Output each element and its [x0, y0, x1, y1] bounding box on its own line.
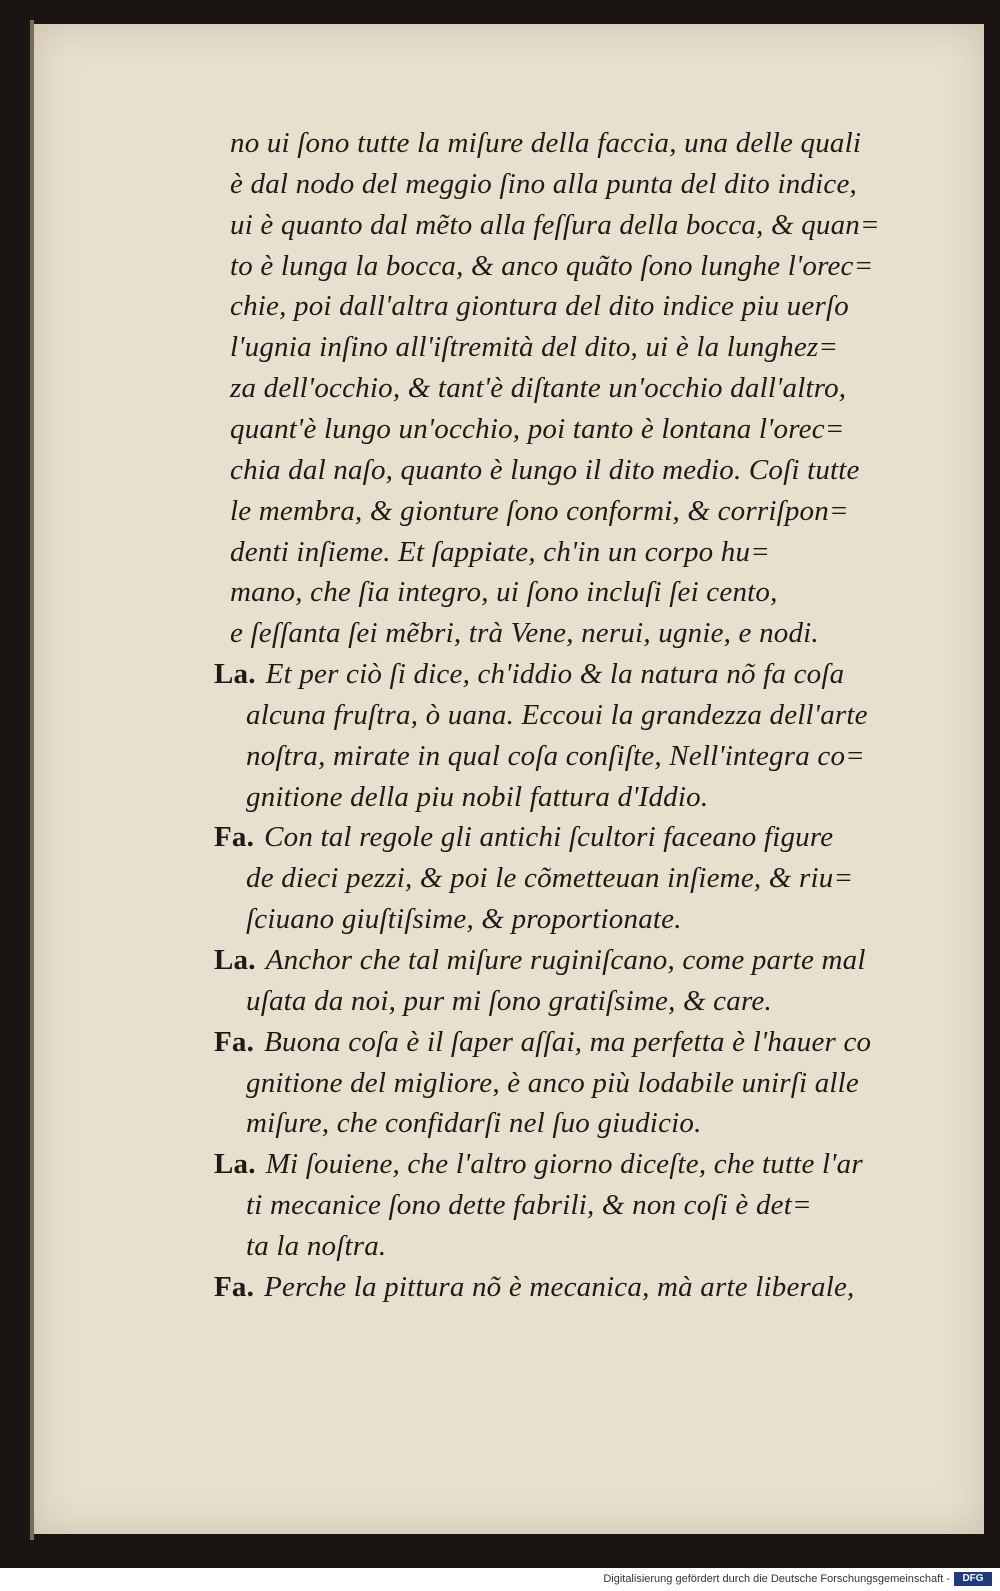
text-line — [230, 573, 778, 611]
line-text: gnitione della piu nobil fattura d'Iddio. — [246, 780, 709, 813]
line-text: quant'è lungo un'occhio, poi tanto è lontana l'orec= — [230, 412, 845, 445]
speaker-label: Fa. — [214, 821, 255, 854]
text-line — [246, 696, 868, 734]
text-line — [214, 1145, 863, 1183]
speaker-label: Fa. — [214, 1025, 255, 1058]
text-line — [246, 982, 772, 1020]
line-text: Con tal regole gli antichi ſcultori faceano figure — [264, 821, 834, 854]
line-text: za dell'occhio, & tant'è diſtante un'occhio dall'altro, — [230, 372, 847, 405]
text-line — [230, 328, 838, 366]
text-line — [246, 778, 708, 816]
text-line — [230, 492, 849, 530]
speaker-label: La. — [214, 658, 256, 691]
text-line — [214, 1023, 871, 1061]
text-line — [230, 206, 880, 244]
line-text: de dieci pezzi, & poi le cõmetteuan inſieme, & riu= — [246, 862, 854, 895]
speaker-label: La. — [214, 944, 256, 976]
text-line — [246, 1227, 386, 1265]
text-line — [246, 900, 682, 938]
line-text: chia dal naſo, quanto è lungo il dito medio. Coſi tutte — [230, 453, 860, 486]
text-line — [230, 124, 861, 162]
line-text: Et per ciò ſi dice, ch'iddio & la natura nõ fa coſa — [265, 658, 845, 691]
text-line — [230, 369, 846, 407]
line-text: mano, che ſia integro, ui ſono incluſi ſei cento, — [230, 576, 778, 609]
footer-credit: Digitalisierung gefördert durch die Deutsche Forschungsgemeinschaft - — [603, 1573, 950, 1585]
line-text: miſure, che confidarſi nel ſuo giudicio. — [246, 1107, 702, 1140]
footer — [0, 1568, 1000, 1591]
text-line — [230, 247, 873, 285]
book-page — [34, 24, 984, 1534]
text-line — [214, 941, 866, 979]
text-line — [214, 818, 833, 856]
text-line — [230, 287, 849, 325]
line-text: è dal nodo del meggio ſino alla punta del dito indice, — [230, 167, 857, 200]
line-text: ta la noſtra. — [246, 1229, 387, 1262]
line-text: gnitione del migliore, è anco più lodabile unirſi alle — [246, 1066, 860, 1099]
text-line — [246, 1104, 702, 1142]
text-line — [230, 410, 845, 448]
text-line — [230, 451, 860, 489]
line-text: Anchor che tal miſure ruginiſcano, come parte mal — [265, 944, 866, 976]
line-text: ſciuano giuſtiſsime, & proportionate. — [246, 903, 682, 936]
line-text: e ſeſſanta ſei mẽbri, trà Vene, nerui, ugnie, e nodi. — [230, 617, 819, 650]
line-text: no ui ſono tutte la miſure della faccia, una delle quali — [230, 127, 862, 159]
text-line — [246, 859, 853, 897]
text-line — [230, 614, 819, 652]
line-text: denti inſieme. Et ſappiate, ch'in un corpo hu= — [230, 535, 770, 568]
line-text: Mi ſouiene, che l'altro giorno diceſte, che tutte l'ar — [265, 1148, 863, 1181]
line-text: Perche la pittura nõ è mecanica, mà arte liberale, — [264, 1270, 855, 1303]
text-line — [214, 1268, 854, 1306]
speaker-label: La. — [214, 1148, 256, 1181]
text-line — [246, 1064, 859, 1102]
dfg-logo: DFG — [954, 1572, 992, 1586]
speaker-label: Fa. — [214, 1270, 255, 1303]
line-text: ti mecanice ſono dette fabrili, & non coſi è det= — [246, 1189, 812, 1222]
page-text — [34, 24, 984, 1534]
line-text: chie, poi dall'altra giontura del dito indice piu uerſo — [230, 290, 849, 323]
line-text: l'ugnia inſino all'iſtremità del dito, ui è la lunghez= — [230, 331, 839, 364]
line-text: alcuna fruſtra, ò uana. Eccoui la grandezza dell'arte — [246, 698, 868, 731]
text-line — [246, 1186, 812, 1224]
text-line — [230, 165, 857, 203]
text-line — [246, 737, 865, 775]
line-text: ui è quanto dal mẽto alla feſſura della bocca, & quan= — [230, 208, 880, 241]
line-text: le membra, & gionture ſono conformi, & corriſpon= — [230, 494, 849, 527]
line-text: to è lunga la bocca, & anco quãto ſono lunghe l'orec= — [230, 249, 874, 282]
text-line — [214, 655, 844, 693]
line-text: noſtra, mirate in qual coſa conſiſte, Nell'integra co= — [246, 739, 865, 772]
line-text: Buona coſa è il ſaper aſſai, ma perfetta è l'hauer co — [264, 1025, 872, 1058]
text-line — [230, 533, 770, 571]
line-text: uſata da noi, pur mi ſono gratiſsime, & care. — [246, 984, 772, 1017]
